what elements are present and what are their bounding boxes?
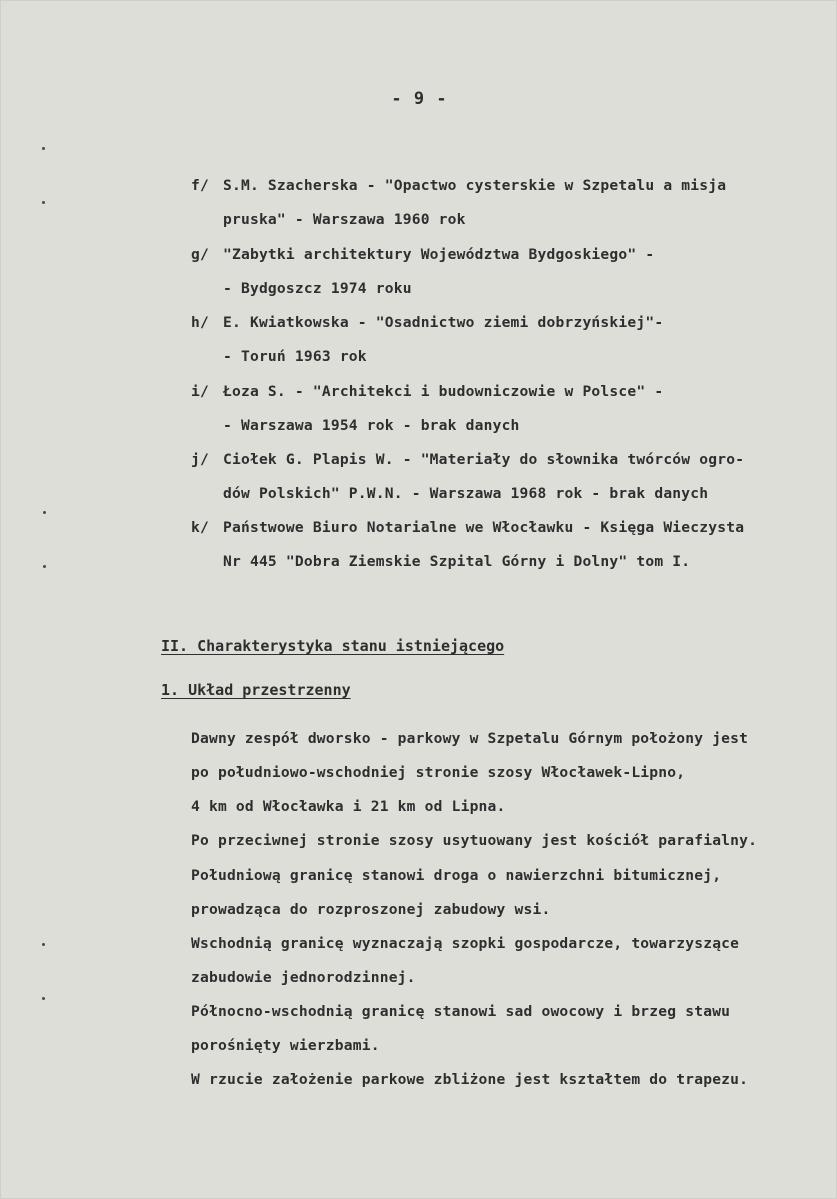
margin-dot	[42, 201, 45, 204]
body-line: Północno-wschodnią granicę stanowi sad owocowy i brzeg stawu	[191, 1003, 731, 1020]
reference-line: S.M. Szacherska - "Opactwo cysterskie w Szpetalu a misja	[223, 177, 727, 194]
body-line: Wschodnią granicę wyznaczają szopki gospodarcze, towarzyszące	[191, 935, 740, 952]
reference-line: - Bydgoszcz 1974 roku	[223, 280, 412, 297]
margin-dot	[43, 565, 46, 568]
reference-letter: h/	[191, 314, 209, 331]
body-line: Południową granicę stanowi droga o nawierzchni bitumicznej,	[191, 867, 722, 884]
reference-line: "Zabytki architektury Województwa Bydgoskiego" -	[223, 246, 655, 263]
body-line: prowadząca do rozproszonej zabudowy wsi.	[191, 901, 551, 918]
reference-line: Nr 445 "Dobra Ziemskie Szpital Górny i Dolny" tom I.	[223, 553, 691, 570]
reference-letter: k/	[191, 519, 209, 536]
body-line: W rzucie założenie parkowe zbliżone jest kształtem do trapezu.	[191, 1071, 749, 1088]
reference-line: Ciołek G. Plapis W. - "Materiały do słownika twórców ogro-	[223, 451, 745, 468]
reference-letter: f/	[191, 177, 209, 194]
body-line: Dawny zespół dworsko - parkowy w Szpetalu Górnym położony jest	[191, 730, 749, 747]
reference-line: Łoza S. - "Architekci i budowniczowie w Polsce" -	[223, 383, 664, 400]
reference-letter: g/	[191, 246, 209, 263]
body-line: po południowo-wschodniej stronie szosy Włocławek-Lipno,	[191, 764, 686, 781]
page-number: - 9 -	[391, 89, 448, 109]
reference-line: pruska" - Warszawa 1960 rok	[223, 211, 466, 228]
body-line: 4 km od Włocławka i 21 km od Lipna.	[191, 798, 506, 815]
body-line: porośnięty wierzbami.	[191, 1037, 380, 1054]
reference-line: - Warszawa 1954 rok - brak danych	[223, 417, 520, 434]
body-line: Po przeciwnej stronie szosy usytuowany jest kościół parafialny.	[191, 832, 758, 849]
reference-letter: i/	[191, 383, 209, 400]
section-heading: II. Charakterystyka stanu istniejącego	[161, 637, 505, 655]
reference-line: E. Kwiatkowska - "Osadnictwo ziemi dobrzyńskiej"-	[223, 314, 664, 331]
reference-line: dów Polskich" P.W.N. - Warszawa 1968 rok - brak danych	[223, 485, 709, 502]
body-line: zabudowie jednorodzinnej.	[191, 969, 416, 986]
margin-dot	[42, 147, 45, 150]
margin-dot	[43, 511, 46, 514]
reference-letter: j/	[191, 451, 209, 468]
margin-dot	[42, 997, 45, 1000]
subsection-heading: 1. Układ przestrzenny	[161, 681, 351, 699]
reference-line: - Toruń 1963 rok	[223, 348, 367, 365]
margin-dot	[42, 943, 45, 946]
reference-line: Państwowe Biuro Notarialne we Włocławku - Księga Wieczysta	[223, 519, 745, 536]
